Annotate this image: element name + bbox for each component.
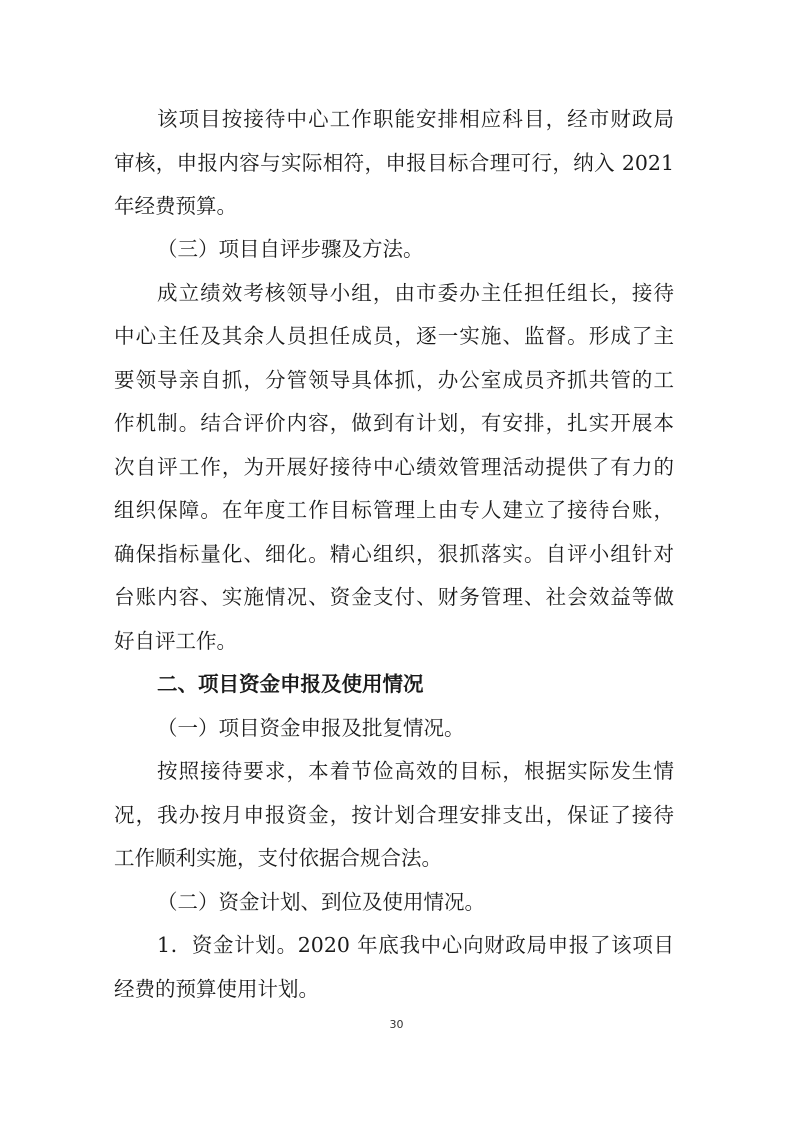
paragraph-line: 好自评工作。 [114,629,237,653]
paragraph-line: 况，我办按月申报资金，按计划合理安排支出，保证了接待 [114,803,674,827]
paragraph-line: 1．资金计划。2020 年底我中心向财政局申报了该项目 [157,933,674,957]
subsection-heading: （三）项目自评步骤及方法。 [157,237,424,261]
paragraph-line: 组织保障。在年度工作目标管理上由专人建立了接待台账， [114,498,674,522]
paragraph-line: 中心主任及其余人员担任成员，逐一实施、监督。形成了主 [114,324,674,348]
subsection-heading: （一）项目资金申报及批复情况。 [157,716,465,740]
paragraph-line: 要领导亲自抓，分管领导具体抓，办公室成员齐抓共管的工 [114,368,674,392]
paragraph-line: 次自评工作，为开展好接待中心绩效管理活动提供了有力的 [114,455,674,479]
paragraph-line: 该项目按接待中心工作职能安排相应科目，经市财政局 [157,107,674,131]
paragraph-line: 年经费预算。 [114,194,237,218]
paragraph-line: 成立绩效考核领导小组，由市委办主任担任组长，接待 [157,281,674,305]
paragraph-line: 台账内容、实施情况、资金支付、财务管理、社会效益等做 [114,585,674,609]
section-heading: 二、项目资金申报及使用情况 [157,672,424,696]
subsection-heading: （二）资金计划、到位及使用情况。 [157,890,485,914]
paragraph-line: 审核，申报内容与实际相符，申报目标合理可行，纳入 2021 [114,151,674,175]
paragraph-line: 确保指标量化、细化。精心组织，狠抓落实。自评小组针对 [114,542,674,566]
paragraph-line: 作机制。结合评价内容，做到有计划，有安排，扎实开展本 [114,411,674,435]
paragraph-line: 工作顺利实施，支付依据合规合法。 [114,846,442,870]
paragraph-line: 按照接待要求，本着节俭高效的目标，根据实际发生情 [157,759,674,783]
page-number: 30 [389,1018,404,1031]
paragraph-line: 经费的预算使用计划。 [114,977,319,1001]
